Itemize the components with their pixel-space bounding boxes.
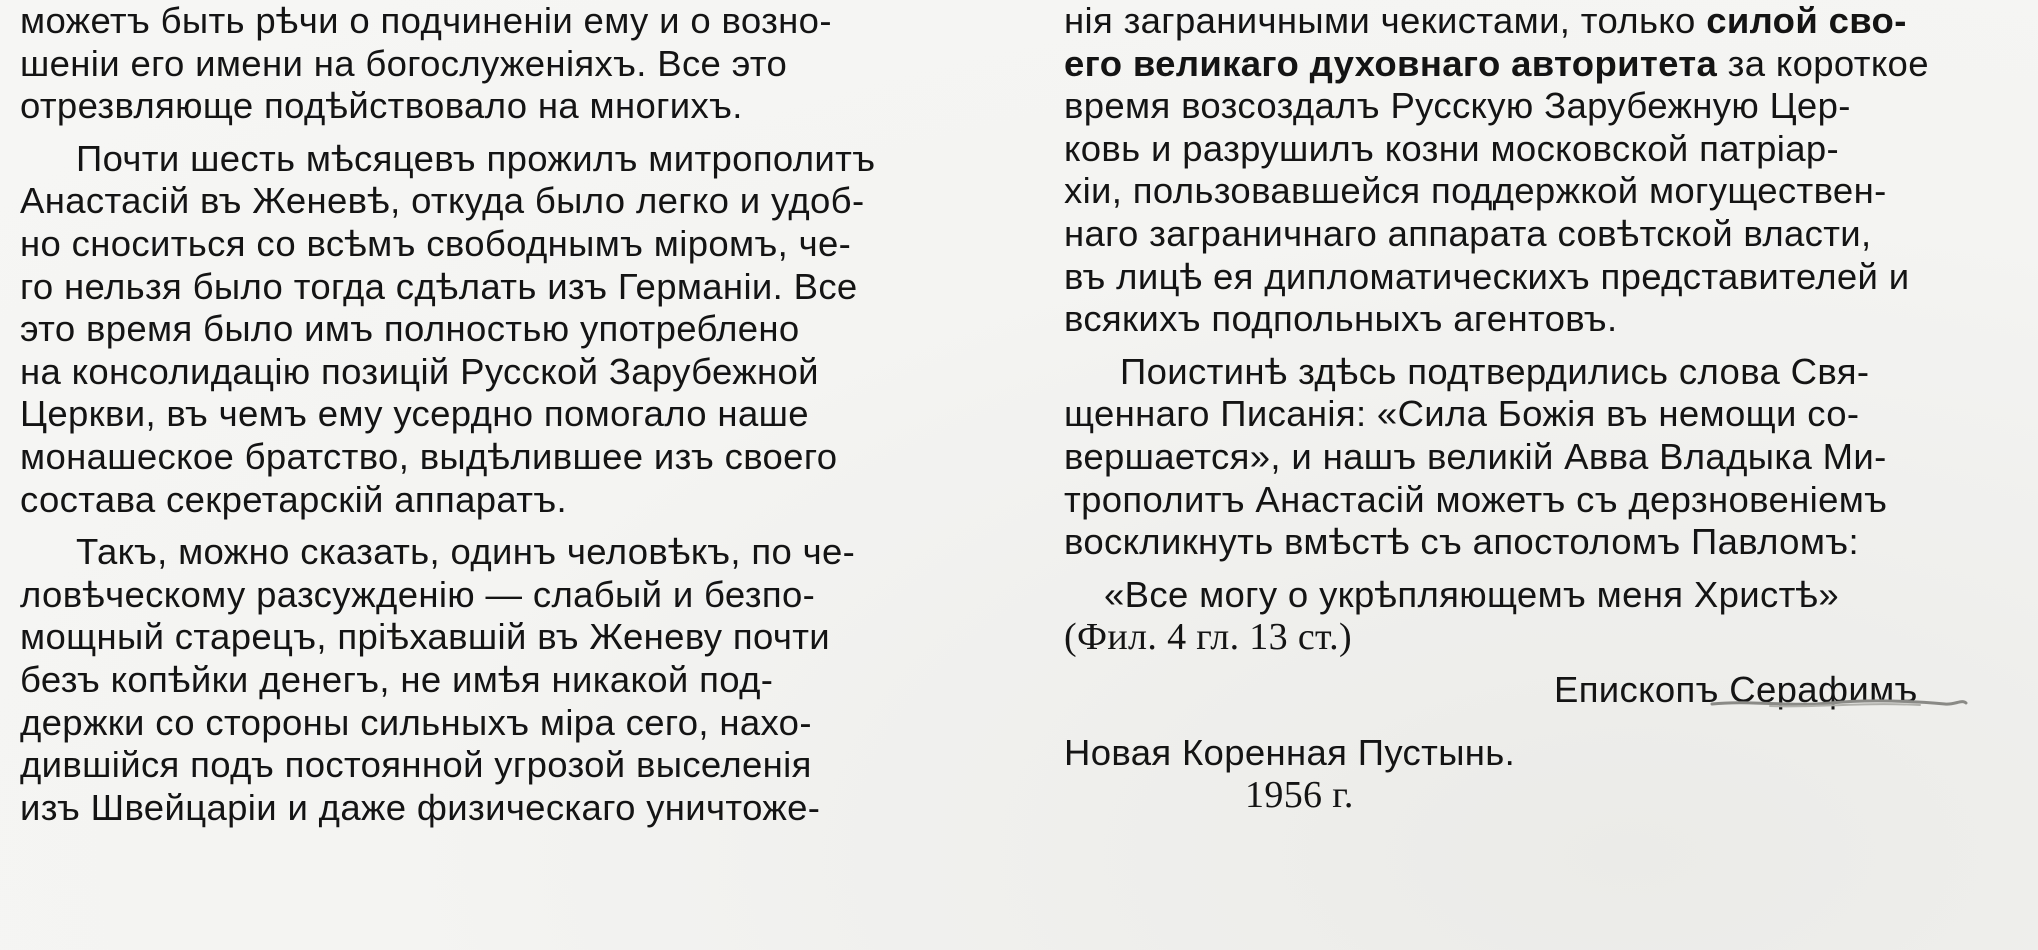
- text-line: ловѣческому разсужденію — слабый и безпо-: [20, 573, 816, 615]
- text-line: можетъ быть рѣчи о подчиненіи ему и о возно-: [20, 0, 832, 41]
- text-line: хіи, пользовавшейся поддержкой могуществен-: [1064, 170, 1887, 212]
- paragraph-first-line: Такъ, можно сказать, одинъ человѣкъ, по че-: [76, 531, 856, 573]
- place-line: Новая Коренная Пустынь.: [1064, 731, 1516, 773]
- text-line: вершается», и нашъ великій Авва Владыка Ми-: [1064, 435, 1887, 477]
- text-line: состава секретарскій аппаратъ.: [20, 478, 568, 520]
- text-line: держки со стороны сильныхъ міра сего, нахо-: [20, 701, 812, 743]
- bold-emphasis: силой сво-: [1706, 0, 1907, 41]
- left-text-column: [20, 0, 970, 829]
- text-line: наго заграничнаго аппарата совѣтской власти,: [1064, 212, 1872, 254]
- text-line: это время было имъ полностью употреблено: [20, 308, 800, 350]
- text-line: щеннаго Писанія: «Сила Божія въ немощи со-: [1064, 393, 1860, 435]
- text-line: [1064, 0, 2014, 43]
- text-line: ковь и разрушилъ козни московской патріар-: [1064, 127, 1840, 169]
- paragraph-first-line: Поистинѣ здѣсь подтвердились слова Свя-: [1120, 350, 1870, 392]
- paragraph-first-line: Почти шесть мѣсяцевъ прожилъ митрополитъ: [76, 137, 876, 179]
- text-line: безъ копѣйки денегъ, не имѣя никакой под-: [20, 658, 774, 700]
- scripture-reference: (Фил. 4 гл. 13 ст.): [1064, 616, 1353, 659]
- text-line: но сноситься со всѣмъ свободнымъ міромъ, че-: [20, 222, 852, 264]
- text-line: [1064, 43, 2014, 86]
- text-line: изъ Швейцаріи и даже физическаго уничтоже-: [20, 786, 821, 828]
- text-line: шеніи его имени на богослуженіяхъ. Все это: [20, 42, 788, 84]
- text-line: Церкви, въ чемъ ему усердно помогало наше: [20, 393, 809, 435]
- text-line: трополитъ Анастасій можетъ съ дерзновеніемъ: [1064, 478, 1888, 520]
- text-line: время возсоздалъ Русскую Зарубежную Цер-: [1064, 85, 1851, 127]
- text-line: монашеское братство, выдѣлившее изъ своего: [20, 435, 838, 477]
- text-line: отрезвляюще подѣйствовало на многихъ.: [20, 85, 743, 127]
- text-line: въ лицѣ ея дипломатическихъ представителей и: [1064, 255, 1910, 297]
- year-line: 1956 г.: [1245, 774, 1354, 817]
- text-line: мощный старецъ, пріѣхавшій въ Женеву почти: [20, 616, 831, 658]
- text-line: на консолидацію позицій Русской Зарубежной: [20, 350, 819, 392]
- handwritten-underline-mark: [1710, 695, 1970, 711]
- text-run: за короткое: [1717, 42, 1929, 84]
- bold-emphasis: его великаго духовнаго авторитета: [1064, 42, 1718, 84]
- author-signature: Епископъ Серафимъ: [1554, 668, 1918, 710]
- text-line: воскликнуть вмѣстѣ съ апостоломъ Павломъ:: [1064, 521, 1859, 563]
- text-line: дившійся подъ постоянной угрозой выселенія: [20, 744, 812, 786]
- text-line: го нельзя было тогда сдѣлать изъ Германіи. Все: [20, 265, 858, 307]
- text-run: нія заграничными чекистами, только: [1064, 0, 1707, 41]
- text-line: всякихъ подпольныхъ агентовъ.: [1064, 298, 1618, 340]
- scripture-quote: «Все могу о укрѣпляющемъ меня Христѣ»: [1104, 573, 1840, 615]
- text-line: Анастасій въ Женевѣ, откуда было легко и удоб-: [20, 180, 865, 222]
